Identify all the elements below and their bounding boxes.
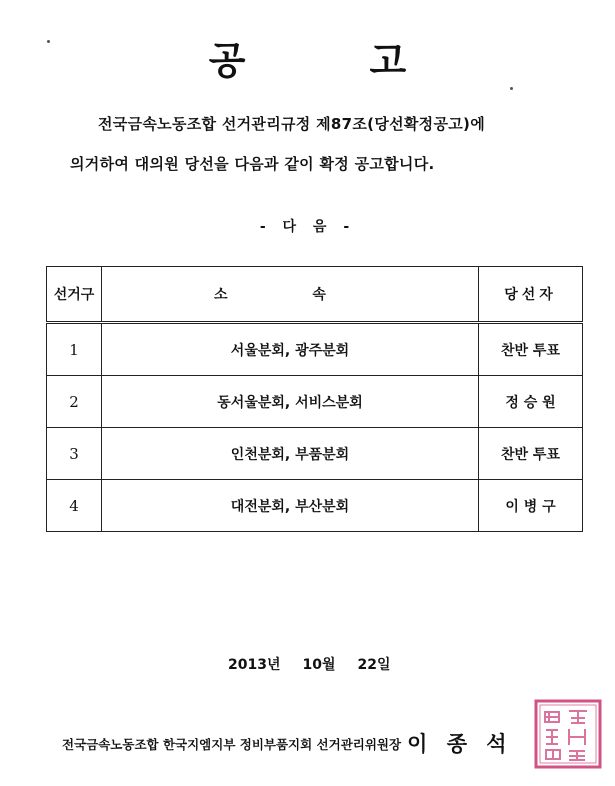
- row-winner: 이 병 구: [479, 480, 583, 532]
- table-row: [47, 428, 583, 480]
- title-char-1: 공: [208, 39, 246, 83]
- row-affiliation: 서울분회, 광주분회: [102, 323, 479, 376]
- row-district: 1: [47, 323, 102, 376]
- table-header-row: [47, 267, 583, 323]
- date-year: 2013년: [228, 657, 281, 673]
- row-district: 4: [47, 480, 102, 532]
- official-seal-icon: [533, 698, 603, 770]
- row-affiliation: 인천분회, 부품분회: [102, 428, 479, 480]
- notice-title: [0, 30, 615, 85]
- notice-date: [228, 654, 413, 674]
- row-district: 3: [47, 428, 102, 480]
- results-table: [46, 266, 583, 532]
- table-row: [47, 323, 583, 376]
- date-day: 22일: [357, 657, 391, 673]
- signature-line: [62, 728, 513, 758]
- signer-name: 이 종 석: [407, 732, 513, 756]
- subheading: - 다 음 -: [259, 219, 356, 235]
- header-district: 선거구: [47, 267, 102, 323]
- header-affiliation: 소 속: [102, 267, 479, 323]
- intro-line-2: 의거하여 대의원 당선을 다음과 같이 확정 공고합니다.: [70, 155, 435, 173]
- title-char-2: 고: [369, 39, 407, 83]
- row-district: 2: [47, 376, 102, 428]
- table-row: [47, 376, 583, 428]
- row-winner: 찬반 투표: [479, 323, 583, 376]
- table-row: [47, 480, 583, 532]
- row-winner: 정 승 원: [479, 376, 583, 428]
- row-winner: 찬반 투표: [479, 428, 583, 480]
- intro-line-1: 전국금속노동조합 선거관리규정 제87조(당선확정공고)에: [98, 115, 486, 133]
- header-winner: 당선자: [479, 267, 583, 323]
- date-month: 10월: [302, 657, 336, 673]
- scan-speck: [510, 87, 513, 90]
- signer-organization: 전국금속노동조합 한국지엠지부 정비부품지회 선거관리위원장: [62, 737, 402, 752]
- row-affiliation: 대전분회, 부산분회: [102, 480, 479, 532]
- row-affiliation: 동서울분회, 서비스분회: [102, 376, 479, 428]
